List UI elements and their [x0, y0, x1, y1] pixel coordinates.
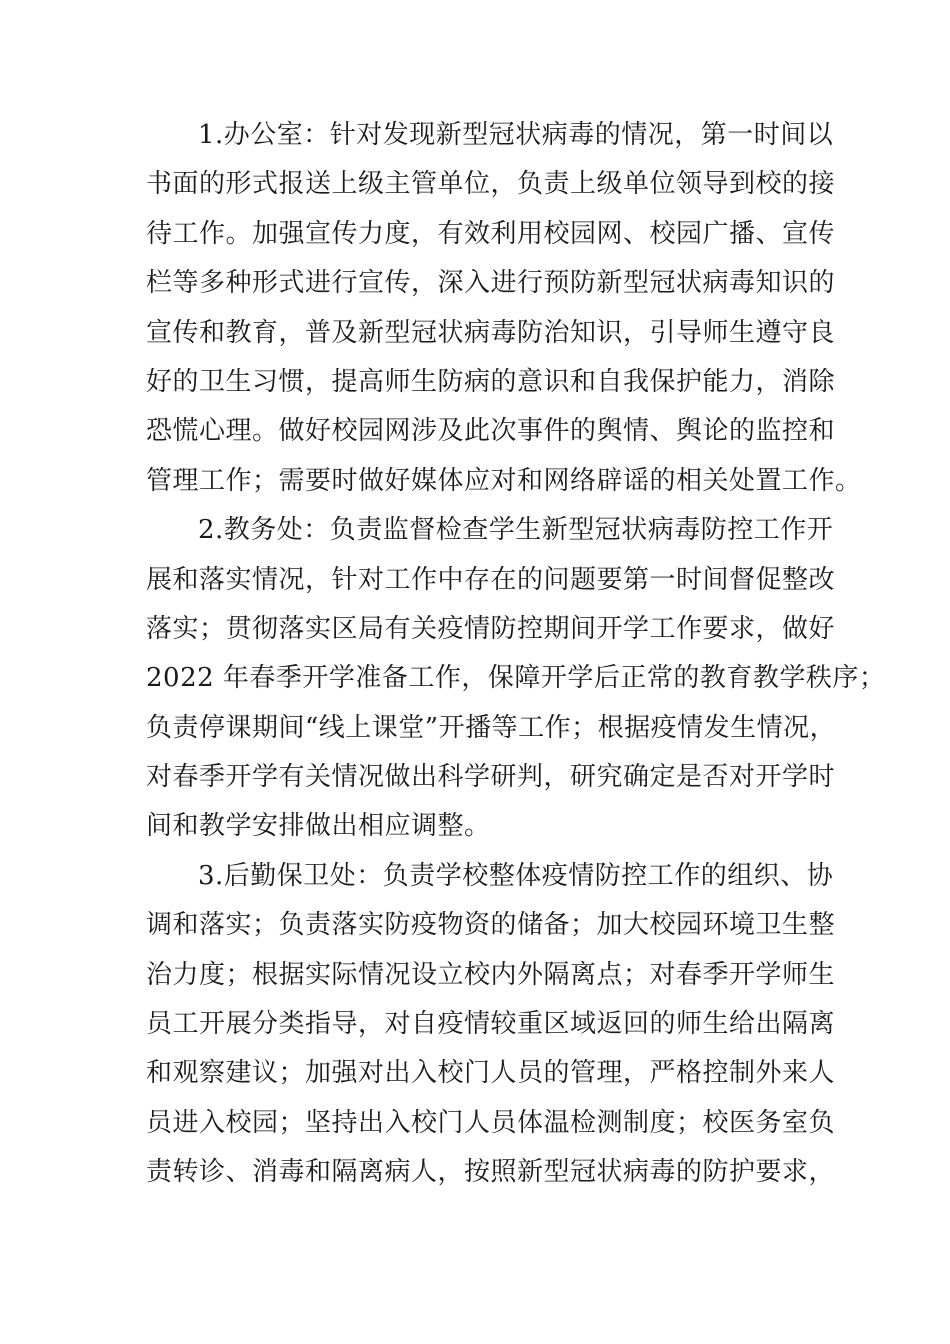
text-line: 3.后勤保卫处：负责学校整体疫情防控工作的组织、协 [198, 860, 834, 891]
document-body [146, 111, 886, 1198]
paragraph-logistics-security [146, 852, 836, 1198]
text-line: 待工作。加强宣传力度，有效利用校园网、校园广播、宣传 [146, 218, 836, 249]
text-line: 宣传和教育，普及新型冠状病毒防治知识，引导师生遵守良 [146, 317, 836, 348]
text-line: 调和落实；负责落实防疫物资的储备；加大校园环境卫生整 [146, 910, 836, 941]
text-line: 栏等多种形式进行宣传，深入进行预防新型冠状病毒知识的 [146, 268, 836, 299]
text-line: 员工开展分类指导，对自疫情较重区域返回的师生给出隔离 [146, 1009, 836, 1040]
text-line: 和观察建议；加强对出入校门人员的管理，严格控制外来人 [146, 1058, 836, 1089]
text-line: 恐慌心理。做好校园网涉及此次事件的舆情、舆论的监控和 [146, 416, 836, 447]
text-line: 2022 年春季开学准备工作，保障开学后正常的教育教学秩序； [146, 663, 886, 694]
text-line: 对春季开学有关情况做出科学研判，研究确定是否对开学时 [146, 762, 836, 793]
text-line: 好的卫生习惯，提高师生防病的意识和自我保护能力，消除 [146, 366, 836, 397]
text-line: 展和落实情况，针对工作中存在的问题要第一时间督促整改 [146, 564, 836, 595]
text-line: 员进入校园；坚持出入校门人员体温检测制度；校医务室负 [146, 1107, 836, 1138]
paragraph-office [146, 111, 862, 506]
text-line: 间和教学安排做出相应调整。 [146, 811, 491, 842]
text-line: 2.教务处：负责监督检查学生新型冠状病毒防控工作开 [198, 515, 834, 546]
text-line: 管理工作；需要时做好媒体应对和网络辟谣的相关处置工作。 [146, 465, 862, 496]
text-line: 治力度；根据实际情况设立校内外隔离点；对春季开学师生 [146, 959, 836, 990]
text-line: 落实；贯彻落实区局有关疫情防控期间开学工作要求，做好 [146, 613, 836, 644]
text-line: 1.办公室：针对发现新型冠状病毒的情况，第一时间以 [198, 120, 834, 150]
paragraph-academic-affairs [146, 506, 886, 852]
text-line: 书面的形式报送上级主管单位，负责上级单位领导到校的接 [146, 169, 836, 200]
text-line: 负责停课期间“线上课堂”开播等工作；根据疫情发生情况， [146, 712, 837, 743]
text-line: 责转诊、消毒和隔离病人，按照新型冠状病毒的防护要求， [146, 1157, 836, 1188]
